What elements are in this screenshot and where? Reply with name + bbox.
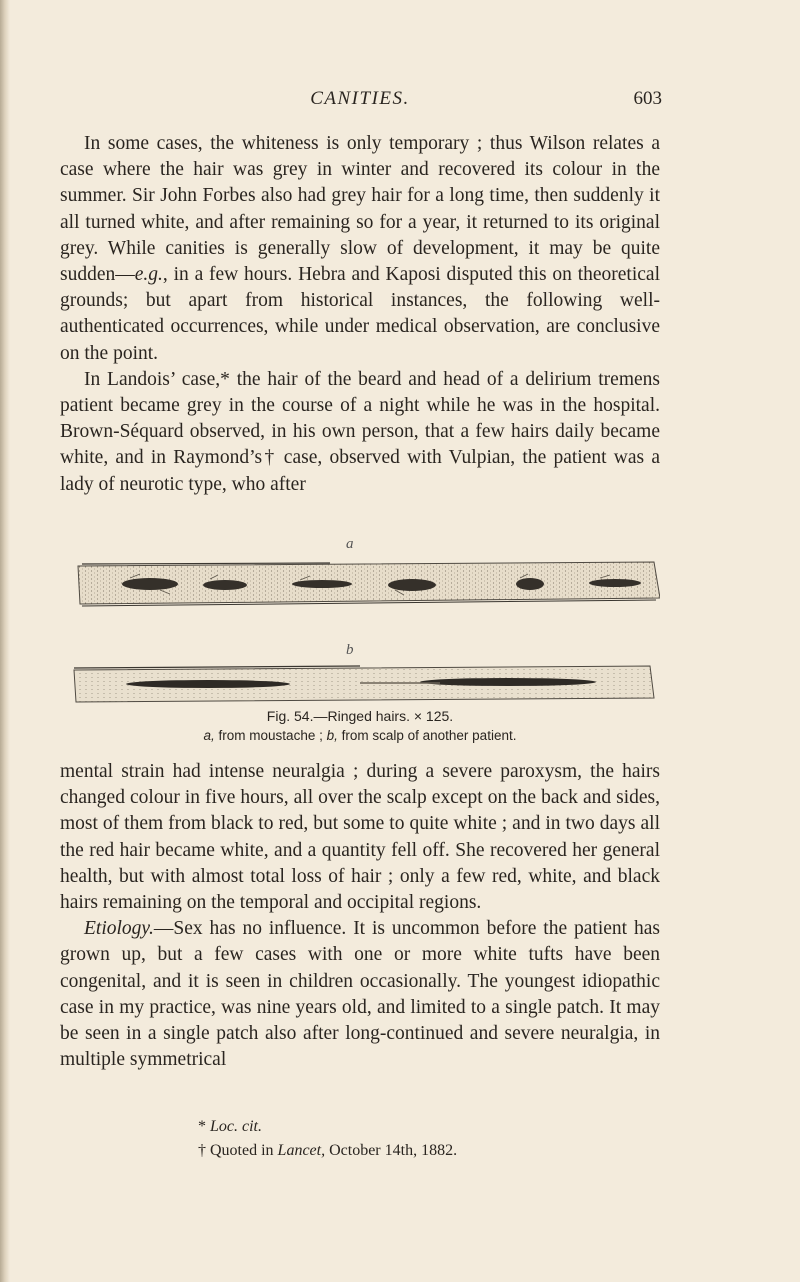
paragraph-text: In some cases, the whiteness is only temporary ; thus Wilson relates a case where the hair was grey in winter and recovered its colour in the summer. Sir John Forbes also had grey hair for a long time, then suddenly it all turned white, and after remaining so for a year, it returned to its original grey. While canities is generally slow of development, it may be quite sudden—: [60, 133, 660, 286]
footnote-mark: †: [198, 1142, 206, 1159]
footnote-text: October 14th, 1882.: [325, 1142, 458, 1159]
page-number: 603: [633, 88, 662, 109]
hair-illustration-b: [60, 660, 660, 708]
paragraph-temporary-whiteness: [60, 131, 660, 367]
running-title: CANITIES.: [310, 88, 410, 109]
text-block-lower: [60, 759, 660, 1073]
figure-label-b: b: [346, 642, 354, 658]
figure-caption-detail: [60, 728, 660, 743]
caption-b-marker: b,: [326, 728, 338, 743]
caption-b-text: from scalp of another patient.: [337, 728, 517, 743]
etiology-heading: Etiology.: [84, 918, 154, 940]
text-block-upper: [60, 131, 660, 498]
hair-illustration-a: [60, 554, 660, 610]
footnote-1: [198, 1115, 618, 1139]
paragraph-continuation: [60, 759, 660, 916]
book-spine-edge: [0, 0, 10, 1282]
page-header: [60, 88, 660, 118]
footnote-2: [198, 1139, 618, 1163]
eg-abbreviation: e.g.: [134, 264, 163, 286]
caption-a-text: from moustache ;: [214, 728, 327, 743]
paragraph-text: , in a few hours. Hebra and Kaposi disputed this on theoretical grounds; but apart from historical instances, the following well-authenticated occurrences, while under medical observation, are conclusive on the point.: [60, 264, 660, 364]
paragraph-text: mental strain had intense neuralgia ; during a severe paroxysm, the hairs changed colour in five hours, all over the scalp except on the back and sides, most of them from black to red, but some to quite white ; and in two days all the red hair became white, and a quantity fell off. She recovered her general health, but with almost total loss of hair ; only a few red, white, and black hairs remaining on the temporal and occipital regions.: [60, 761, 660, 914]
figure-caption-title: Fig. 54.—Ringed hairs. × 125.: [266, 708, 454, 724]
journal-name: Lancet,: [277, 1142, 326, 1159]
paragraph-text: —Sex has no influence. It is uncommon before the patient has grown up, but a few cases with one or more white tufts have been congenital, and it is seen in children occasionally. The youngest idiopathic case in my practice, was nine years old, and limited to a single patch. It may be seen in a single patch also after long-continued and severe neuralgia, in multiple symmetrical: [60, 918, 660, 1071]
paragraph-text: In Landois’ case,* the hair of the beard and head of a delirium tremens patient became grey in the course of a night while he was in the hospital. Brown-Séquard observed, in his own person, that a few hairs daily became white, and in Raymond’s† case, observed with Vulpian, the patient was a lady of neurotic type, who after: [60, 368, 660, 495]
figure-label-a: a: [346, 536, 354, 552]
paragraph-landois-case: [60, 367, 660, 498]
paragraph-etiology: [60, 916, 660, 1073]
figure-ringed-hairs: [60, 536, 660, 746]
footnotes: [198, 1115, 618, 1163]
footnote-mark: *: [198, 1118, 206, 1135]
footnote-text: Loc. cit.: [210, 1118, 262, 1135]
footnote-text: Quoted in: [206, 1142, 278, 1159]
caption-a-marker: a,: [203, 728, 215, 743]
